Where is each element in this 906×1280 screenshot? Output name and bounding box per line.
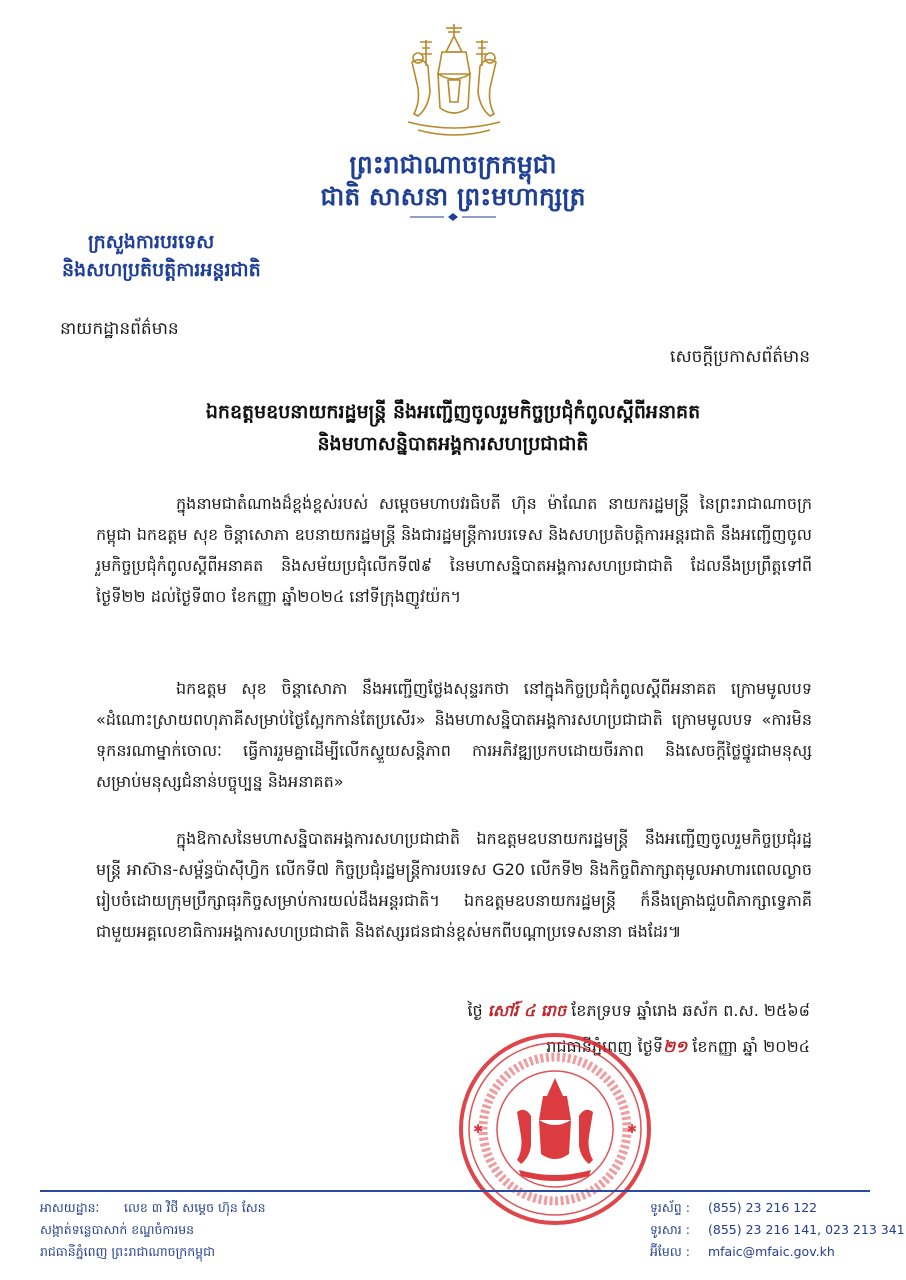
royal-coat-of-arms-icon [398,22,510,140]
lunar-date-handwritten: សៅរ៍ ៤ រោច [487,1001,567,1020]
footer-email [650,1244,835,1263]
headline-line2: និងមហាសន្និបាតអង្គការសហប្រជាជាតិ [317,433,589,455]
phone-value: (855) 23 216 122 [707,1200,818,1215]
ministry-name-line1: ក្រសួងការបរទេស [88,231,215,253]
footer-address-line1 [40,1200,266,1219]
fax-label: ទូរសារ : [650,1222,690,1237]
svg-text:✱: ✱ [473,1122,484,1136]
address-label: អាសយដ្ឋានៈ [40,1200,100,1215]
national-motto: ជាតិ សាសនា ព្រះមហាក្សត្រ [320,182,586,211]
fax-value: (855) 23 216 141, 023 213 341 [707,1222,905,1237]
footer-address-line3: រាជធានីភ្នំពេញ ព្រះរាជាណាចក្រកម្ពុជា [40,1244,215,1259]
kingdom-name: ព្រះរាជាណាចក្រកម្ពុជា [349,150,557,179]
solar-date-prefix: រាជធានីភ្នំពេញ ថ្ងៃទី [546,1037,664,1056]
solar-date-suffix: ខែកញ្ញា ឆ្នាំ ២០២៤ [692,1037,810,1056]
footer-phone [650,1200,817,1219]
svg-text:✱: ✱ [627,1122,638,1136]
lunar-date-suffix: ខែភទ្របទ ឆ្នាំរោង ឆស័ក ព.ស. ២៥៦៨ [571,1001,810,1020]
headline-line1: ឯកឧត្តមឧបនាយករដ្ឋមន្ត្រី នឹងអញ្ជើញចូលរួមកិច្ចប្រជុំកំពូលស្តីពីអនាគត [205,401,701,423]
ministry-name-line2: និងសហប្រតិបត្តិការអន្តរជាតិ [62,259,261,281]
email-link[interactable]: mfaic@mfaic.gov.kh [707,1244,835,1259]
address-value: លេខ ៣ វិថី សម្តេច ហ៊ុន សែន [123,1200,266,1215]
lunar-date [467,1000,810,1024]
solar-date-handwritten: ២១ [663,1037,688,1056]
footer-address-line2: សង្កាត់ទន្លេបាសាក់ ខណ្ឌចំការមន [40,1222,195,1237]
body-paragraph: ក្នុងឱកាសនៃមហាសន្និបាតអង្គការសហប្រជាជាតិ ឯកឧត្តមឧបនាយករដ្ឋមន្ត្រី នឹងអញ្ជើញចូលរួមកិច្ចប្រជុំរដ្ឋមន្ត្រី អាស៊ាន-សម្ព័ន្ធប៉ាស៊ីហ្វិក លើកទី៧ កិច្ចប្រជុំរដ្ឋមន្ត្រីការបរទេស G20 លើកទី២ និងកិច្ចពិភាក្សាតុមូលអាហារពេលល្ងាចរៀបចំដោយក្រុមប្រឹក្សាធុរកិច្ចសម្រាប់ការយល់ដឹងអន្តរជាតិ។ ឯកឧត្តមឧបនាយករដ្ឋមន្ត្រី ក៏នឹងគ្រោងជួបពិភាក្សាទ្វេភាគីជាមួយអគ្គលេខាធិការអង្គការសហប្រជាជាតិ និងឥស្សរជនជាន់ខ្ពស់មកពីបណ្តាប្រទេសនានា ផងដែរ៕ [96,829,812,941]
footer-fax [650,1222,905,1241]
document-type: សេចក្តីប្រកាសព័ត៌មាន [670,347,810,367]
footer-divider [40,1190,870,1192]
phone-label: ទូរស័ព្ទ : [650,1200,690,1215]
department-name: នាយកដ្ឋានព័ត៌មាន [60,319,179,339]
ministry-seal-icon [455,1030,655,1228]
body-paragraph: ឯកឧត្តម សុខ ចិន្តាសោភា នឹងអញ្ជើញថ្លែងសុន្ទរកថា នៅក្នុងកិច្ចប្រជុំកំពូលស្តីពីអនាគត ក្រោមមូលបទ «ដំណោះស្រាយពហុភាគីសម្រាប់ថ្ងៃស្អែកកាន់តែប្រសើរ» និងមហាសន្និបាតអង្គការសហប្រជាជាតិ ក្រោមមូលបទ «ការមិនទុកនរណាម្នាក់ចោលៈ ធ្វើការរួមគ្នាដើម្បីលើកស្ទួយសន្តិភាព ការអភិវឌ្ឍប្រកបដោយចីរភាព និងសេចក្តីថ្លៃថ្នូរជាមនុស្ស សម្រាប់មនុស្សជំនាន់បច្ចុប្បន្ន និងអនាគត» [96,679,812,791]
divider-ornament-icon [408,212,498,222]
email-label: អ៊ីមែល : [650,1244,690,1259]
body-paragraph: ក្នុងនាមជាតំណាងដ៏ខ្ពង់ខ្ពស់របស់ សម្តេចមហាបវរធិបតី ហ៊ុន ម៉ាណែត នាយករដ្ឋមន្ត្រី នៃព្រះរាជាណាចក្រកម្ពុជា ឯកឧត្តម សុខ ចិន្តាសោភា ឧបនាយករដ្ឋមន្ត្រី និងជារដ្ឋមន្ត្រីការបរទេស និងសហប្រតិបត្តិការអន្តរជាតិ នឹងអញ្ជើញចូលរួមកិច្ចប្រជុំកំពូលស្តីពីអនាគត និងសម័យប្រជុំលើកទី៧៩ នៃមហាសន្និបាតអង្គការសហប្រជាជាតិ ដែលនឹងប្រព្រឹត្តទៅពីថ្ងៃទី២២ ដល់ថ្ងៃទី៣០ ខែកញ្ញា ឆ្នាំ២០២៤ នៅទីក្រុងញូវយ៉ក។ [96,494,812,606]
lunar-date-prefix: ថ្ងៃ [467,1001,483,1020]
